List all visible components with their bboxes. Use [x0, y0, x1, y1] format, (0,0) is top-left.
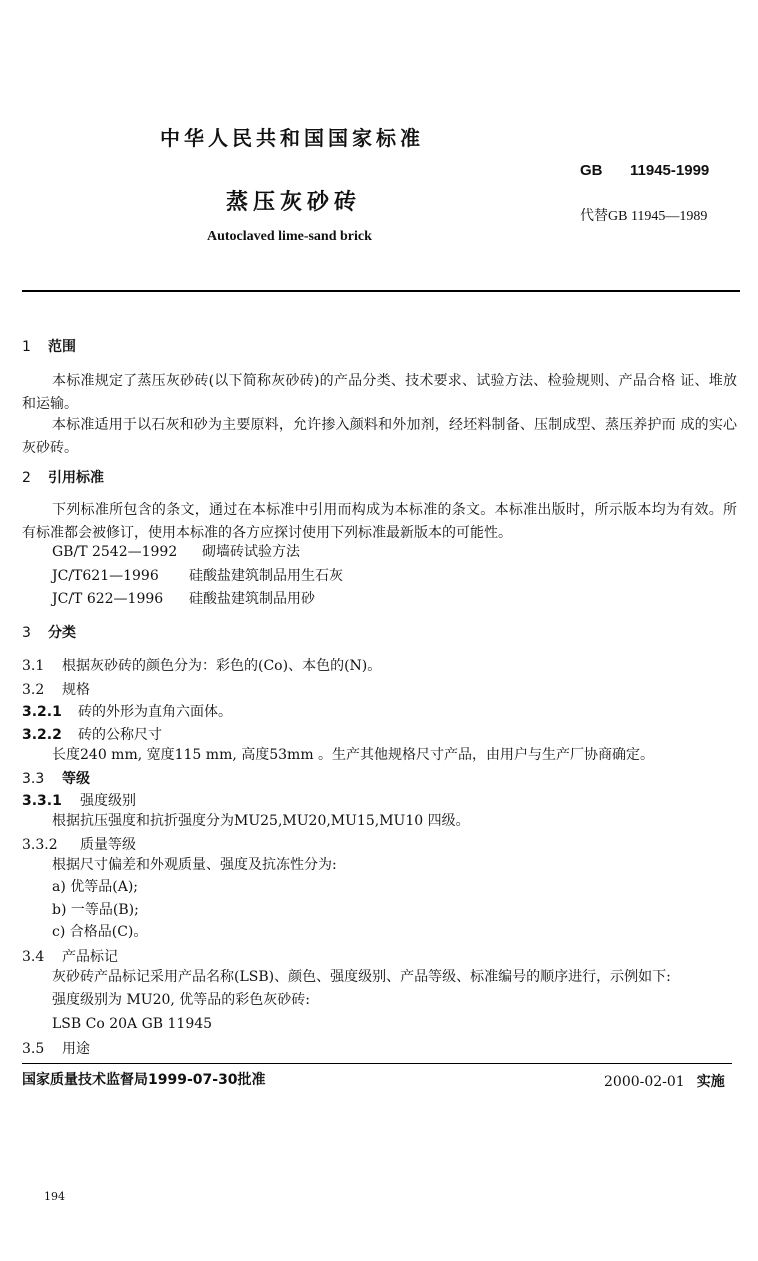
section-title: 分类	[48, 625, 76, 641]
clause-text: 砖的外形为直角六面体。	[78, 704, 232, 720]
clause-3-4	[22, 946, 118, 966]
clause-text: 规格	[62, 682, 90, 698]
clause-3-4-body-2: 强度级别为 MU20, 优等品的彩色灰砂砖:	[52, 992, 311, 1008]
list-item: b) 一等品(B);	[52, 902, 139, 918]
section-1-paragraph-1: 本标准规定了蒸压灰砂砖(以下简称灰砂砖)的产品分类、技术要求、试验方法、检验规则、产品合格 证、堆放和运输。	[22, 373, 737, 412]
clause-number: 3.3.2	[22, 837, 58, 853]
gb-number: 11945-1999	[630, 162, 710, 179]
section-title: 引用标准	[48, 470, 104, 486]
section-1-heading	[22, 336, 76, 356]
clause-3-4-body-1: 灰砂砖产品标记采用产品名称(LSB)、颜色、强度级别、产品等级、标准编号的顺序进行，示例如下:	[52, 969, 671, 985]
implementation-date	[604, 1071, 725, 1091]
page-number: 194	[44, 1190, 65, 1203]
clause-3-3-2	[22, 834, 136, 854]
clause-3-3-2-body: 根据尺寸偏差和外观质量、强度及抗冻性分为:	[52, 857, 337, 873]
reference-item	[52, 589, 315, 609]
clause-number: 3.5	[22, 1041, 45, 1057]
header-divider	[22, 290, 740, 292]
clause-text: 强度级别	[80, 793, 136, 809]
national-standard-heading: 中华人民共和国国家标准	[160, 126, 424, 150]
clause-number: 3.2.2	[22, 727, 62, 743]
clause-3-3-1	[22, 790, 136, 810]
footer-divider	[22, 1063, 732, 1064]
clause-number: 3.3	[22, 771, 45, 787]
clause-text: 根据灰砂砖的颜色分为：彩色的(Co)、本色的(N)。	[62, 658, 382, 674]
clause-text: 产品标记	[62, 949, 118, 965]
reference-item	[52, 542, 300, 562]
implementation-date-value: 2000-02-01	[604, 1074, 685, 1090]
section-1-paragraph-2: 本标准适用于以石灰和砂为主要原料，允许掺入颜料和外加剂，经坯料制备、压制成型、蒸压养护而 成的实心灰砂砖。	[22, 417, 737, 456]
section-2-paragraph-1: 下列标准所包含的条文，通过在本标准中引用而构成为本标准的条文。本标准出版时，所示版本均为有效。所有标准都会被修订，使用本标准的各方应探讨使用下列标准最新版本的可能性。	[22, 502, 737, 541]
section-number: 3	[22, 625, 31, 641]
clause-3-4-example: LSB Co 20A GB 11945	[52, 1016, 213, 1032]
reference-code: JC/T621—1996	[52, 568, 159, 584]
clause-3-2	[22, 679, 90, 699]
document-title: 蒸压灰砂砖	[226, 190, 362, 215]
list-item: a) 优等品(A);	[52, 879, 139, 895]
reference-code: JC/T 622—1996	[52, 591, 164, 607]
clause-3-1	[22, 655, 381, 675]
clause-3-5	[22, 1038, 90, 1058]
clause-3-3	[22, 768, 90, 788]
clause-number: 3.2	[22, 682, 45, 698]
implementation-label: 实施	[696, 1074, 725, 1090]
section-title: 范围	[48, 339, 76, 355]
gb-prefix: GB	[580, 162, 603, 179]
clause-text: 砖的公称尺寸	[78, 727, 162, 743]
clause-number: 3.3.1	[22, 793, 62, 809]
clause-3-3-1-body: 根据抗压强度和抗折强度分为MU25,MU20,MU15,MU10 四级。	[52, 813, 470, 829]
reference-item	[52, 566, 343, 586]
clause-text: 质量等级	[80, 837, 136, 853]
section-3-heading	[22, 622, 76, 642]
clause-3-2-2	[22, 724, 162, 744]
clause-3-2-1	[22, 701, 232, 721]
reference-code: GB/T 2542—1992	[52, 544, 178, 560]
clause-number: 3.1	[22, 658, 45, 674]
reference-title: 硅酸盐建筑制品用砂	[189, 591, 315, 607]
clause-3-2-2-body: 长度240 mm, 宽度115 mm, 高度53mm 。生产其他规格尺寸产品，由用户与生产厂协商确定。	[52, 747, 655, 763]
clause-number: 3.2.1	[22, 704, 62, 720]
clause-text: 用途	[62, 1041, 90, 1057]
approval-statement: 国家质量技术监督局1999-07-30批准	[22, 1072, 266, 1088]
document-title-english: Autoclaved lime-sand brick	[207, 229, 372, 244]
clause-number: 3.4	[22, 949, 45, 965]
reference-title: 砌墙砖试验方法	[202, 544, 300, 560]
section-number: 1	[22, 339, 31, 355]
reference-title: 硅酸盐建筑制品用生石灰	[189, 568, 343, 584]
section-2-heading	[22, 467, 104, 487]
list-item: c) 合格品(C)。	[52, 924, 148, 940]
clause-text: 等级	[62, 771, 90, 787]
replaces-standard: 代替GB 11945—1989	[580, 209, 708, 224]
section-number: 2	[22, 470, 31, 486]
